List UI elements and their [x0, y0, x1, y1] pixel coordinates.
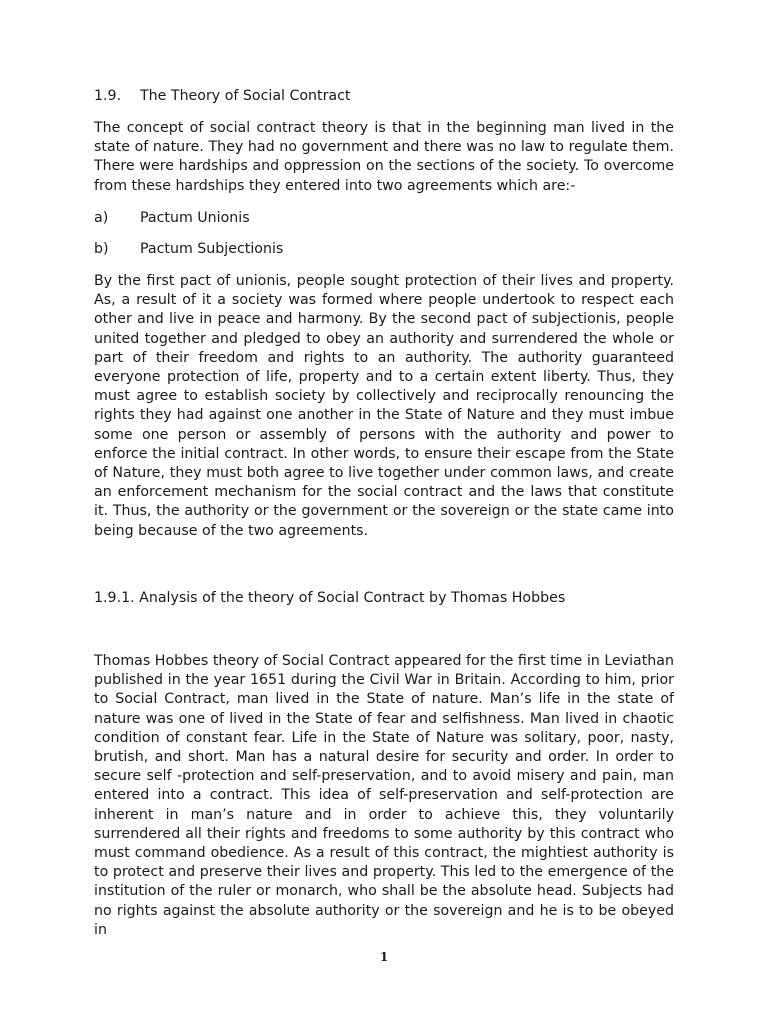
agreement-text: Pactum Unionis — [140, 210, 250, 226]
intro-paragraph: The concept of social contract theory is that in the beginning man lived in the state of nature. They had no government and there was no law to regulate them. There were hardships and oppression on the sections of the society. To overcome from these hardships they entered into two agreements which are:- — [94, 120, 674, 194]
pacts-paragraph: By the first pact of unionis, people sought protection of their lives and property. As, a result of it a society was formed where people undertook to respect each other and live in peace and harmony. By the second pact of subjectionis, people united together and pledged to obey an authority and surrendered the whole or part of their freedom and rights to an authority. The authority guaranteed everyone protection of life, property and to a certain extent liberty. Thus, they must agree to establish society by collectively and reciprocally renouncing the rights they had against one another in the State of Nature and they must imbue some one person or assembly of persons with the authority and power to enforce the initial contract. In other words, to ensure their escape from the State of Nature, they must both agree to live together under common laws, and create an enforcement mechanism for the social contract and the laws that constitute it. Thus, the authority or the government or the sovereign or the state came into being because of the two agreements. — [94, 273, 674, 539]
section-heading — [94, 87, 674, 106]
section-number: 1.9. — [94, 88, 122, 104]
hobbes-paragraph: Thomas Hobbes theory of Social Contract appeared for the first time in Leviathan published in the year 1651 during the Civil War in Britain. According to him, prior to Social Contract, man lived in the State of nature. Man’s life in the state of nature was one of lived in the State of fear and selfishness. Man lived in chaotic condition of constant fear. Life in the State of Nature was solitary, poor, nasty, brutish, and short. Man has a natural desire for security and order. In order to secure self -protection and self-preservation, and to avoid misery and pain, man entered into a contract. This idea of self-preservation and self-protection are inherent in man’s nature and in order to achieve this, they voluntarily surrendered all their rights and freedoms to some authority by this contract who must command obedience. As a result of this contract, the mightiest authority is to protect and preserve their lives and property. This led to the emergence of the institution of the ruler or monarch, who shall be the absolute head. Subjects had no rights against the absolute authority or the sovereign and he is to be obeyed in — [94, 653, 674, 938]
subsection-heading: 1.9.1. Analysis of the theory of Social Contract by Thomas Hobbes — [94, 590, 566, 606]
agreement-label: a) — [94, 210, 109, 226]
page-number: 1 — [379, 950, 389, 964]
agreement-item-b — [94, 240, 283, 259]
agreement-item-a — [94, 209, 250, 228]
section-title: The Theory of Social Contract — [140, 88, 351, 104]
agreement-text: Pactum Subjectionis — [140, 241, 284, 257]
agreement-label: b) — [94, 241, 109, 257]
